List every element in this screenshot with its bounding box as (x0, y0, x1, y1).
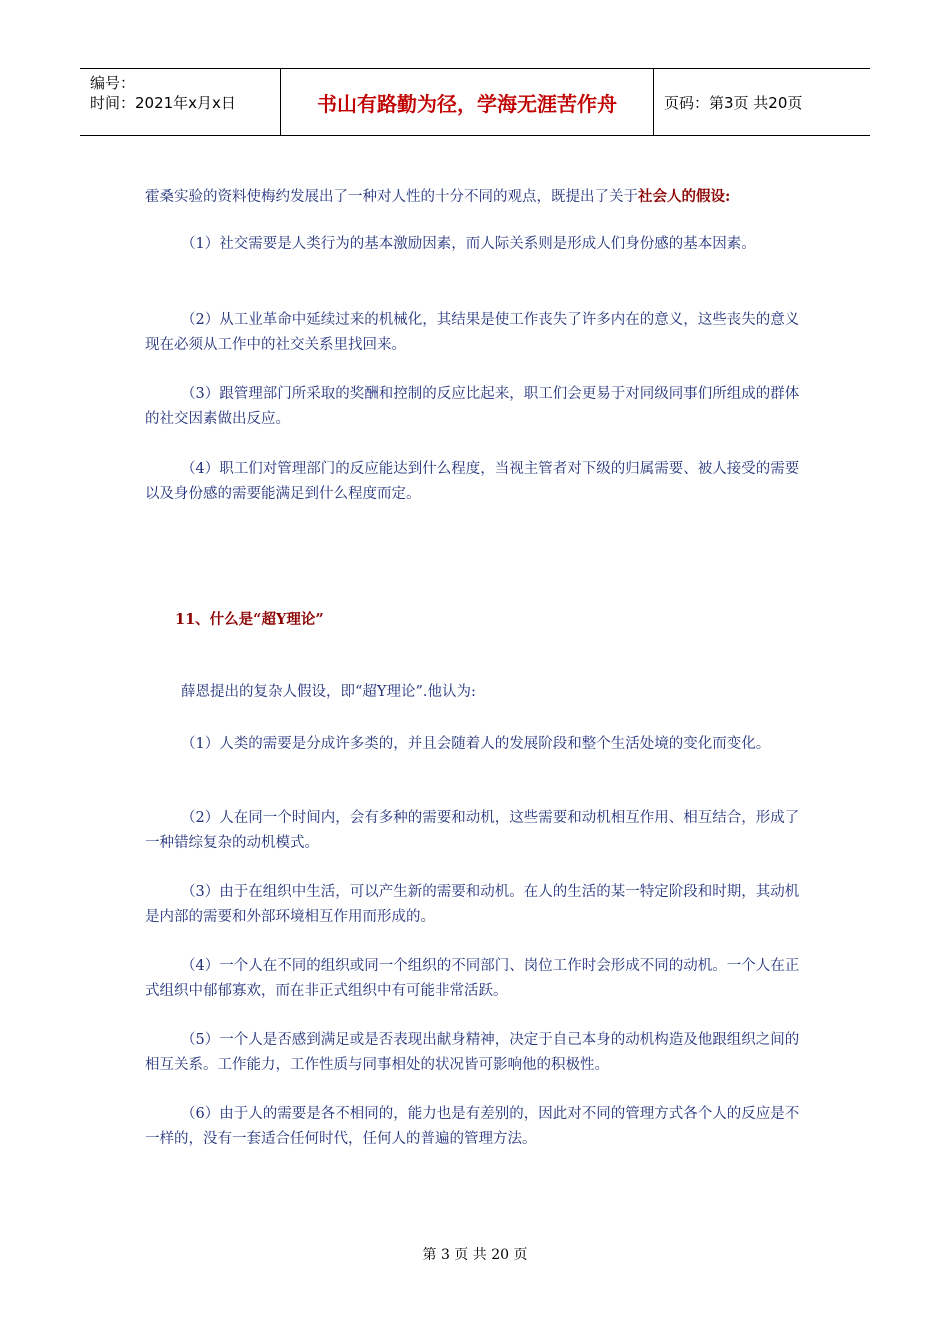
point-b-2: （2）人在同一个时间内，会有多种的需要和动机，这些需要和动机相互作用、相互结合，形成了一种错综复杂的动机模式。 (145, 810, 800, 851)
point-b-1: （1）人类的需要是分成许多类的，并且会随着人的发展阶段和整个生活处境的变化而变化。 (181, 736, 771, 752)
time-label: 时间：2021年x月x日 (90, 94, 236, 112)
section-title: 11、什么是“超Y理论” (175, 611, 324, 628)
header-page-info: 页码：第3页 共20页 (664, 93, 803, 112)
intro-highlight: 社会人的假设: (638, 188, 731, 205)
point-a-2: （2）从工业革命中延续过来的机械化，其结果是使工作丧失了许多内在的意义，这些丧失的意义现在必须从工作中的社交关系里找回来。 (145, 312, 800, 353)
point-a-4: （4）职工们对管理部门的反应能达到什么程度，当视主管者对下级的归属需要、被人接受的需要以及身份感的需要能满足到什么程度而定。 (145, 461, 800, 502)
point-b-4: （4）一个人在不同的组织或同一个组织的不同部门、岗位工作时会形成不同的动机。一个人在正式组织中郁郁寡欢，而在非正式组织中有可能非常活跃。 (145, 958, 800, 999)
point-a-3: （3）跟管理部门所采取的奖酬和控制的反应比起来，职工们会更易于对同级同事们所组成的群体的社交因素做出反应。 (145, 386, 800, 427)
point-b-5: （5）一个人是否感到满足或是否表现出献身精神，决定于自己本身的动机构造及他跟组织之间的相互关系。工作能力，工作性质与同事相处的状况皆可影响他的积极性。 (145, 1032, 800, 1073)
point-a-1: （1）社交需要是人类行为的基本激励因素，而人际关系则是形成人们身份感的基本因素。 (181, 236, 756, 252)
footer-page-number: 第 3 页 共 20 页 (422, 1247, 528, 1263)
number-label: 编号： (90, 74, 136, 92)
intro-paragraph (145, 184, 810, 210)
point-b-3: （3）由于在组织中生活，可以产生新的需要和动机。在人的生活的某一特定阶段和时期，其动机是内部的需要和外部环境相互作用而形成的。 (145, 884, 800, 925)
header-meta (80, 69, 281, 135)
point-b-6: （6）由于人的需要是各不相同的，能力也是有差别的，因此对不同的管理方式各个人的反应是不一样的，没有一套适合任何时代，任何人的普遍的管理方法。 (145, 1106, 800, 1147)
page-footer (0, 1244, 950, 1264)
intro-text: 霍桑实验的资料使梅约发展出了一种对人性的十分不同的观点，既提出了关于 (145, 189, 638, 205)
header-motto: 书山有路勤为径，学海无涯苦作舟 (281, 69, 654, 135)
section-lead: 薛恩提出的复杂人假设，即“超Y理论”.他认为: (181, 684, 476, 700)
page-header (80, 68, 870, 136)
